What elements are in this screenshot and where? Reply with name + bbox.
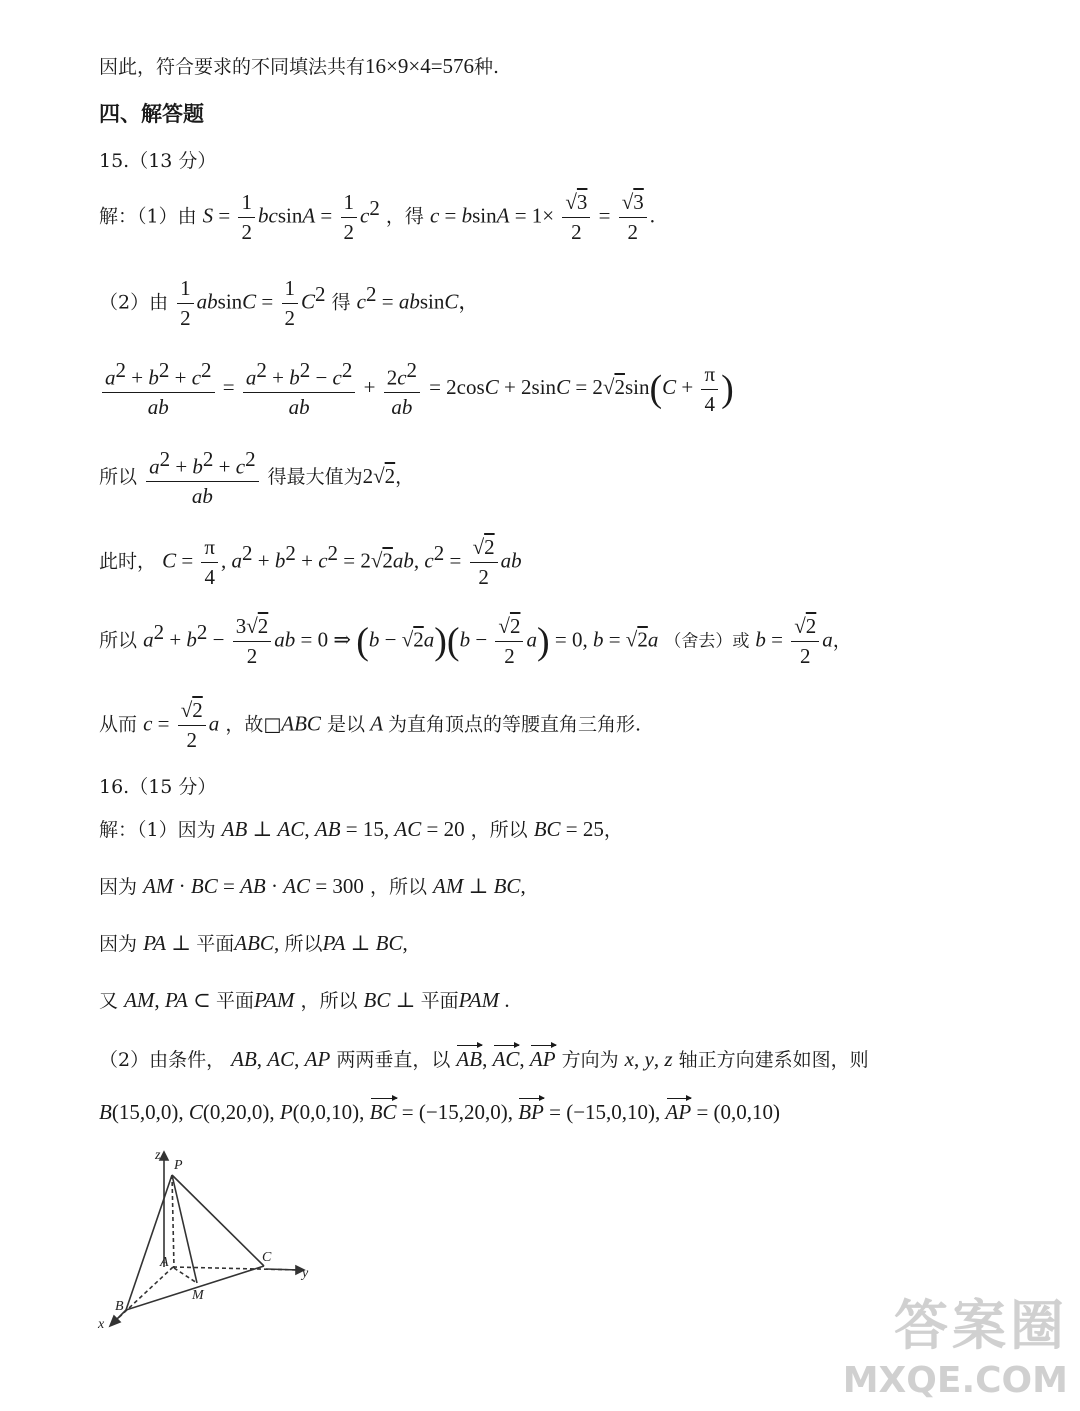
z-axis-arrow: [160, 1152, 168, 1160]
fraction: $\frac{a^2 + b^2 + c^2}{ab}$: [102, 358, 215, 420]
q16-part1: 解：（1）因为 AB ⊥ AC, AB = 15, AC = 20 ，所以 BC = 25，: [99, 817, 623, 841]
q16-p4-mid: 平面: [215, 990, 254, 1012]
section-heading: 四、解答题: [99, 101, 204, 126]
fraction: $\frac{1}{2}$: [282, 276, 299, 331]
q16-p4-mid2: ，所以: [300, 990, 358, 1012]
q15-conclusion: 从而 c = $\frac{√2}{2}$ a ，故□ABC 是以 A 为直角顶点的等腰直角三角形.: [99, 698, 641, 752]
q15-p7-end: 为直角顶点的等腰直角三角形.: [387, 713, 641, 736]
y-axis-line: [266, 1269, 300, 1270]
watermark: [843, 1283, 1068, 1401]
q16-p1-prefix: 解：（1）因为: [99, 819, 216, 841]
fraction: $\frac{2c^2}{ab}$: [384, 358, 420, 420]
q15-equation: $\frac{a^2 + b^2 + c^2}{ab}$ = $\frac{a^2 + b^2 - c^2}{ab}$ + $\frac{2c^2}{ab}$ = 2cosC + 2sinC = 2√2sin(C + $\frac{\pi}{4}$ ): [99, 358, 734, 420]
pyramid-figure: [90, 1142, 320, 1332]
q15-p7-mid2: 是以: [326, 713, 365, 736]
q16-p3-mid: 平面: [196, 933, 235, 955]
line-conclusion: [99, 52, 499, 79]
fraction: $\frac{√2}{2}$: [470, 535, 498, 590]
q16-p5-mid2: 方向为: [561, 1049, 619, 1071]
q15-p2-mid: 得: [331, 291, 351, 314]
fraction: $\frac{\pi}{4}$: [201, 535, 218, 590]
q15-part1: 解：（1）由 S = $\frac{1}{2}$ bcsinA = $\frac{1}{2}$ $c^2$ ，得 c = bsinA = 1× $\frac{√3}{2}$ = $\frac{√3}{2}$ .: [99, 190, 656, 244]
q15-p6-prefix: 所以: [99, 629, 138, 652]
fraction: $\frac{√3}{2}$: [619, 190, 647, 245]
edge-PB: [126, 1175, 172, 1310]
q16-p3-mid2: 所以: [284, 933, 323, 955]
fraction: $\frac{a^2 + b^2 - c^2}{ab}$: [243, 358, 356, 420]
conclusion-end: 种.: [474, 56, 500, 78]
label-C: C: [262, 1250, 272, 1265]
q15-label: 15.（13 分）: [99, 150, 217, 172]
label-z: z: [155, 1148, 161, 1163]
q16-p1-mid: ，所以: [470, 819, 528, 841]
q15-p7-prefix: 从而: [99, 713, 138, 736]
q16-part1-c: 因为 PA ⊥ 平面ABC, 所以PA ⊥ BC,: [99, 931, 408, 955]
q15-p1-prefix: 解：（1）由: [99, 205, 197, 228]
q15-p1-mid: ，得: [385, 205, 424, 228]
q15-p7-mid: ，故□: [225, 713, 282, 736]
q16-p4-mid3: 平面: [420, 990, 459, 1012]
fraction: $\frac{1}{2}$: [341, 190, 358, 245]
q15-then: 此时， C = $\frac{\pi}{4}$ , $a^2 + b^2 + c^2 = 2√2ab$, $c^2$ = $\frac{√2}{2}$ ab: [99, 535, 522, 589]
edge-PC: [172, 1175, 264, 1266]
label-M: M: [192, 1288, 204, 1303]
q16-p4-prefix: 又: [99, 990, 119, 1012]
fraction: $\frac{\pi}{4}$: [701, 362, 718, 417]
fraction: $\frac{√3}{2}$: [562, 190, 590, 245]
q16-p5-prefix: （2）由条件，: [99, 1049, 226, 1071]
q16-p2-prefix: 因为: [99, 876, 138, 898]
label-B: B: [115, 1299, 124, 1314]
edge-PA: [172, 1175, 174, 1268]
fraction: $\frac{1}{2}$: [177, 276, 194, 331]
q15-p2-prefix: （2）由: [99, 291, 169, 314]
fraction: $\frac{a^2 + b^2 + c^2}{ab}$: [146, 447, 259, 509]
q15-solve: 所以 $a^2 + b^2$ − $\frac{3√2}{2}$ ab = 0 ⇒ (b − √2a)(b − $\frac{√2}{2}$ a) = 0, b = √2a （舍去）或 b = $\frac{√2}{2}$ a，: [99, 614, 852, 668]
q16-label: 16.（15 分）: [99, 776, 217, 798]
q16-p5-mid: 两两垂直，以: [336, 1049, 451, 1071]
q16-part1-b: 因为 AM · BC = AB · AC = 300 ，所以 AM ⊥ BC,: [99, 874, 526, 898]
fraction: $\frac{1}{2}$: [238, 190, 255, 245]
label-A: A: [160, 1255, 169, 1270]
fraction: $\frac{√2}{2}$: [178, 698, 206, 753]
watermark-logo: 答案圈: [894, 1294, 1068, 1357]
q15-p5-prefix: 此时，: [99, 550, 157, 573]
q16-p5-end: 轴正方向建系如图，则: [678, 1049, 869, 1071]
q15-part2: （2）由 $\frac{1}{2}$ absinC = $\frac{1}{2}$ $C^2$ 得 $c^2 = absinC$，: [99, 276, 480, 330]
q16-part2: （2）由条件， AB, AC, AP 两两垂直，以 AB, AC, AP 方向为 x, y, z 轴正方向建系如图，则: [99, 1043, 869, 1072]
conclusion-text: 因此，符合要求的不同填法共有: [99, 56, 366, 78]
q15-max: 所以 $\frac{a^2 + b^2 + c^2}{ab}$ 得最大值为2√2，: [99, 447, 415, 509]
q15-p4-prefix: 所以: [99, 466, 138, 489]
watermark-url: MXQE.COM: [842, 1360, 1068, 1401]
label-y: y: [302, 1266, 309, 1281]
fraction: $\frac{3√2}{2}$: [233, 614, 272, 669]
q16-part1-d: 又 AM, PA ⊂ 平面PAM ，所以 BC ⊥ 平面PAM .: [99, 988, 510, 1012]
fraction: $\frac{√2}{2}$: [495, 614, 523, 669]
q16-p2-mid: ，所以: [369, 876, 427, 898]
label-x: x: [98, 1317, 105, 1332]
conclusion-expr: 16×9×4=576: [365, 54, 475, 78]
q15-p6-mid: （舍去）或: [664, 631, 750, 652]
q15-p4-mid: 得最大值为: [267, 466, 363, 489]
fraction: $\frac{√2}{2}$: [791, 614, 819, 669]
q16-p3-prefix: 因为: [99, 933, 138, 955]
q16-coords: B(15,0,0), C(0,20,0), P(0,0,10), BC = (−15,20,0), BP = (−15,0,10), AP = (0,0,10): [99, 1096, 780, 1125]
label-P: P: [174, 1158, 183, 1173]
